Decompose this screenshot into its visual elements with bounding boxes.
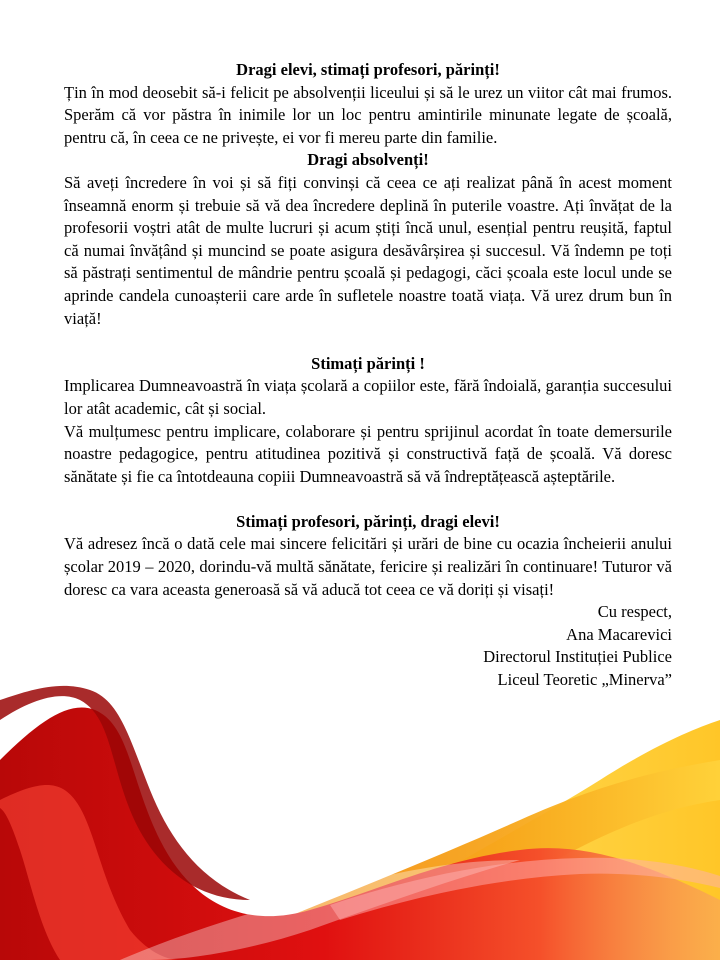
intro-paragraph: Țin în mod deosebit să-i felicit pe absolvenții liceului și să le urez un viitor cât mai frumos. Sperăm că vor păstra în inimile lor un loc pentru amintirile minunate legate de școală, pentru că, în ceea ce ne privește, ei vor fi mereu parte din familie. <box>64 82 672 147</box>
closing-heading: Stimați profesori, părinți, dragi elevi! <box>236 511 500 531</box>
signature-institution: Liceul Teoretic „Minerva” <box>497 670 672 690</box>
signature-block <box>64 601 672 691</box>
signature-name: Ana Macarevici <box>566 624 672 644</box>
spacer <box>64 330 672 353</box>
graduates-paragraph: Să aveți încredere în voi și să fiți convinși că ceea ce ați realizat până în acest moment înseamnă enorm și trebuie să vă dea încredere deplină în puterile voastre. Ați învățat de la profesorii voștri atât de multe lucruri și acum știți încă unul, esențial pentru reușită, faptul că numai învățând și muncind se poate asigura desăvârșirea și succesul. Vă îndemn pe toți să păstrați sentimentul de mândrie pentru școală și pedagogi, căci școala este locul unde se aprinde candela cunoașterii care arde în sufletele noastre toată viața. Vă urez drum bun în viață! <box>64 172 672 328</box>
parents-paragraph-2: Vă mulțumesc pentru implicare, colaborare și pentru sprijinul acordat în toate demersurile noastre pedagogice, pentru atitudinea pozitivă și constructivă față de școală. Vă doresc sănătate și fie ca întotdeauna copiii Dumneavoastră să vă îndreptățească așteptările. <box>64 421 672 486</box>
closing-paragraph: Vă adresez încă o dată cele mai sincere felicitări și urări de bine cu ocazia încheierii anului școlar 2019 – 2020, dorindu-vă multă sănătate, fericire și realizări în continuare! Tuturor vă doresc ca vara aceasta generoasă să vă aducă tot ceea ce vă doriți și visați! <box>64 534 672 599</box>
spacer <box>64 488 672 511</box>
graduates-heading: Dragi absolvenți! <box>307 150 429 170</box>
signature-title: Directorul Instituției Publice <box>483 647 672 667</box>
parents-heading: Stimați părinți ! <box>311 353 425 373</box>
greeting-heading: Dragi elevi, stimați profesori, părinți! <box>236 60 500 79</box>
signature-regards: Cu respect, <box>597 602 672 622</box>
parents-paragraph-1: Implicarea Dumneavoastră în viața școlară a copiilor este, fără îndoială, garanția succesului lor atât academic, cât și social. <box>64 376 672 418</box>
letter-body <box>64 59 672 692</box>
